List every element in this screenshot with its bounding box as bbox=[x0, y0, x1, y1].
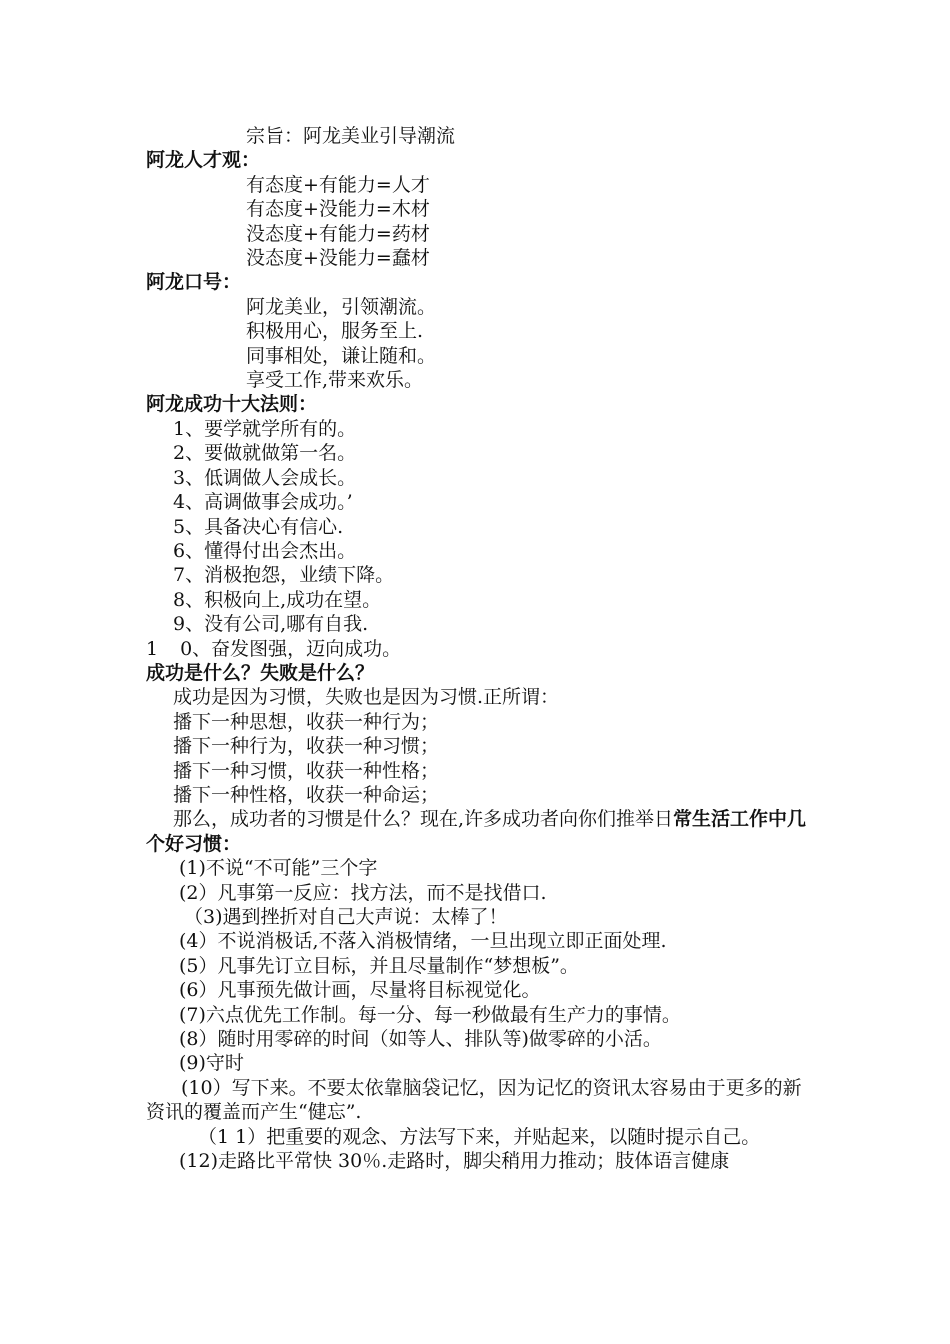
slogan-item: 享受工作,带来欢乐。 bbox=[246, 369, 424, 392]
success-question bbox=[146, 807, 810, 856]
success-question-plain: 那么，成功者的习惯是什么？现在,许多成功者向你们推举日 bbox=[173, 808, 674, 831]
sow-line: 播下一种思想，收获一种行为； bbox=[173, 710, 440, 733]
talent-item: 没态度+没能力=蠢材 bbox=[246, 247, 430, 270]
sow-line: 播下一种行为，收获一种习惯； bbox=[173, 735, 440, 758]
habit-item: (10）写下来。不要太依靠脑袋记忆，因为记忆的资讯太容易由于更多的新资讯的覆盖而产生“健忘”. bbox=[146, 1076, 802, 1124]
rule-item: 7、消极抱怨，业绩下降。 bbox=[173, 564, 395, 587]
rule-tenth-number: 1 bbox=[146, 637, 159, 660]
talent-item: 有态度+有能力=人才 bbox=[246, 173, 430, 196]
rule-item: 2、要做就做第一名。 bbox=[173, 442, 357, 465]
rule-item: 6、懂得付出会杰出。 bbox=[173, 539, 357, 562]
habit-item: (6）凡事预先做计画，尽量将目标视觉化。 bbox=[179, 979, 541, 1002]
habit-item: (2）凡事第一反应：找方法，而不是找借口. bbox=[179, 881, 547, 904]
rule-item: 3、低调做人会成长。 bbox=[173, 466, 357, 489]
habit-item: （3)遇到挫折对自己大声说：太棒了！ bbox=[184, 906, 508, 928]
sow-line: 播下一种性格，收获一种命运； bbox=[173, 783, 440, 806]
habit-item: (8）随时用零碎的时间（如等人、排队等)做零碎的小活。 bbox=[179, 1028, 662, 1051]
habit-item: (4）不说消极话,不落入消极情绪，一旦出现立即正面处理. bbox=[179, 930, 667, 953]
document-body bbox=[146, 124, 810, 1173]
rule-item: 9、没有公司,哪有自我. bbox=[173, 613, 369, 636]
rules-heading: 阿龙成功十大法则： bbox=[146, 393, 318, 416]
rule-item: 1、要学就学所有的。 bbox=[173, 417, 357, 440]
habit-item: (9)守时 bbox=[179, 1052, 244, 1075]
talent-item: 有态度+没能力=木材 bbox=[246, 198, 430, 221]
slogan-heading: 阿龙口号： bbox=[146, 271, 242, 294]
habit-item: (1)不说“不可能”三个字 bbox=[179, 857, 378, 880]
habit-item: (5）凡事先订立目标，并且尽量制作“梦想板”。 bbox=[179, 954, 579, 977]
rule-tenth-text: 0、奋发图强，迈向成功。 bbox=[180, 637, 402, 660]
talent-item: 没态度+有能力=药材 bbox=[246, 222, 430, 245]
slogan-item: 阿龙美业，引领潮流。 bbox=[246, 295, 437, 318]
habit-item: （1 1）把重要的观念、方法写下来，并贴起来，以随时提示自己。 bbox=[198, 1125, 761, 1148]
rule-item: 5、具备决心有信心. bbox=[173, 515, 344, 538]
talent-heading: 阿龙人才观： bbox=[146, 149, 261, 172]
rule-item: 4、高调做事会成功。’ bbox=[173, 491, 353, 514]
slogan-item: 积极用心，服务至上. bbox=[246, 320, 424, 343]
habit-item: (7)六点优先工作制。每一分、每一秒做最有生产力的事情。 bbox=[179, 1003, 681, 1026]
slogan-item: 同事相处，谦让随和。 bbox=[246, 344, 437, 367]
habit-item: (12)走路比平常快 30％.走路时，脚尖稍用力推动；肢体语言健康 bbox=[179, 1150, 730, 1173]
purpose-line: 宗旨：阿龙美业引导潮流 bbox=[246, 125, 456, 147]
rule-item: 8、积极向上,成功在望。 bbox=[173, 588, 382, 611]
success-question-bold: 常生活工作中几个好习惯： bbox=[146, 808, 807, 855]
success-intro: 成功是因为习惯，失败也是因为习惯.正所谓： bbox=[173, 686, 560, 709]
sow-line: 播下一种习惯，收获一种性格； bbox=[173, 759, 440, 782]
success-heading: 成功是什么？失败是什么？ bbox=[146, 661, 375, 684]
rule-item-tenth bbox=[146, 637, 810, 661]
